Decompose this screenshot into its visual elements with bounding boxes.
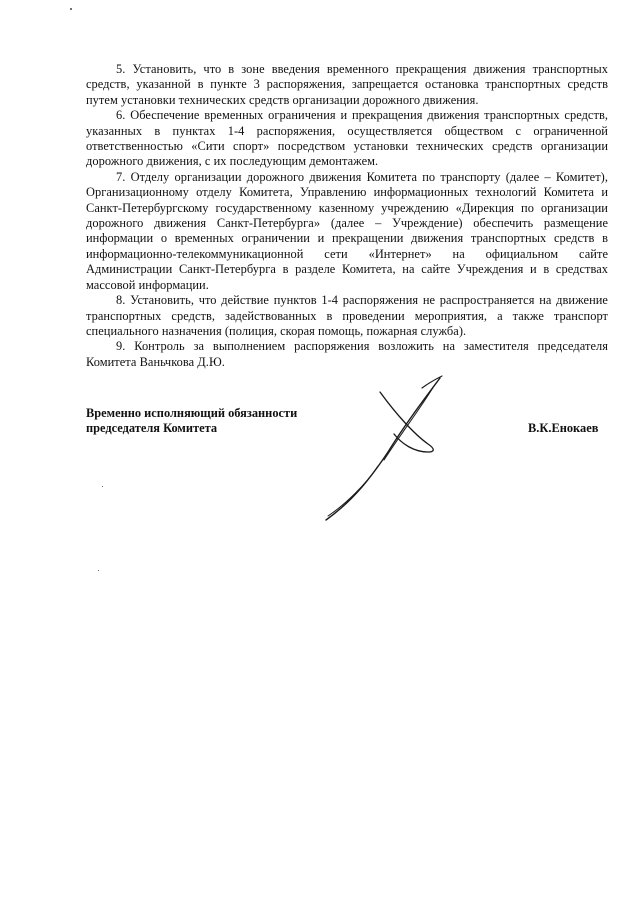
signatory-title [86, 406, 346, 437]
paragraph-5: 5. Установить, что в зоне введения временного прекращения движения транспортных средств, указанной в пункте 3 распоряжения, запрещается остановка транспортных средств путем установки технических средств организации дорожного движения. [86, 62, 608, 107]
scan-speck [102, 486, 103, 487]
scan-speck [70, 8, 72, 10]
signatory-title-line2: председателя Комитета [86, 421, 218, 436]
signatory-name: В.К.Енокаев [528, 421, 599, 435]
handwritten-signature-icon [318, 372, 458, 522]
paragraph-8: 8. Установить, что действие пунктов 1-4 распоряжения не распространяется на движение транспортных средств, задействованных в проведении мероприятия, а также транспорт специального назначения (полиция, скорая помощь, пожарная служба). [86, 293, 608, 338]
signatory-title-line1: Временно исполняющий обязанности [86, 406, 298, 420]
paragraph-9: 9. Контроль за выполнением распоряжения возложить на заместителя председателя Комитета Ваньчкова Д.Ю. [86, 339, 608, 369]
paragraph-6: 6. Обеспечение временных ограничения и прекращения движения транспортных средств, указанных в пунктах 1-4 распоряжения, осуществляется обществом с ограниченной ответственностью «Сити спорт» посредством установки технических средств организации дорожного движения, с их последующим демонтажем. [86, 108, 608, 169]
document-body [86, 62, 608, 370]
scan-speck [98, 570, 99, 571]
paragraph-7: 7. Отделу организации дорожного движения Комитета по транспорту (далее – Комитет), Организационному отделу Комитета, Управлению информационных технологий Комитета и Санкт-Петербургскому государственному казенному учреждению «Дирекция по организации дорожного движения Санкт-Петербурга» (далее – Учреждение) обеспечить размещение информации о временных ограничении и прекращении движения транспортных средств в информационно-телекоммуникационной сети «Интернет» на официальном сайте Администрации Санкт-Петербурга в разделе Комитета, на сайте Учреждения и в средствах массовой информации. [86, 169, 608, 292]
